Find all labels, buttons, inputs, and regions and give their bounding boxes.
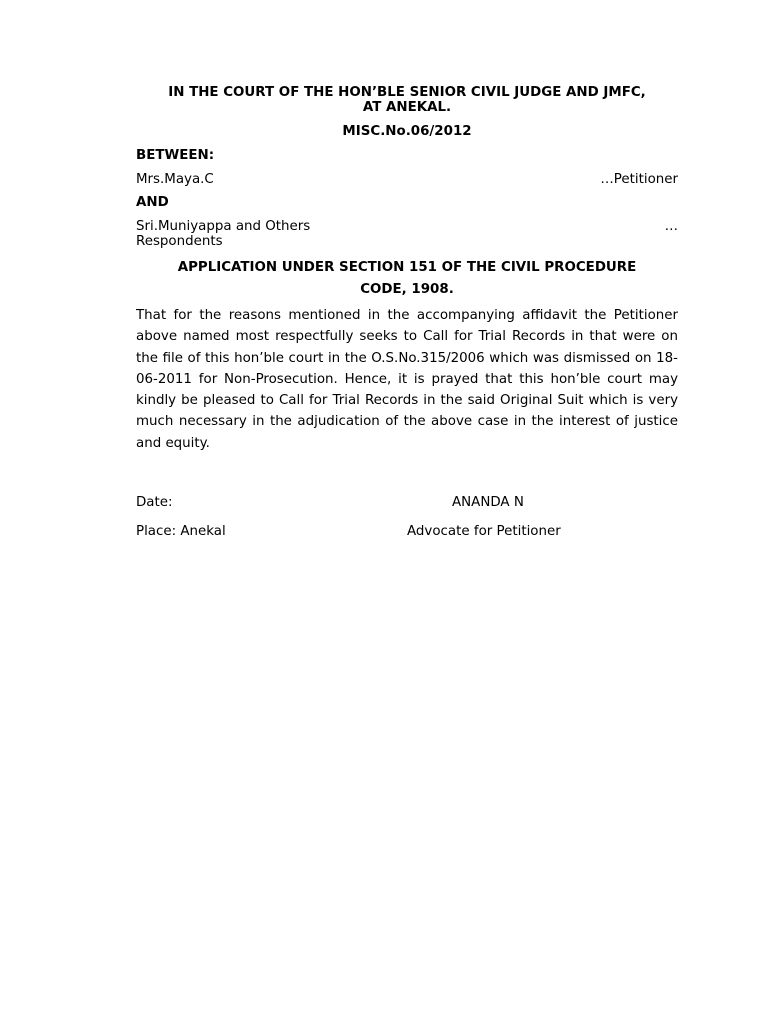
court-title <box>136 85 678 115</box>
application-title-line2: CODE, 1908. <box>360 282 454 297</box>
advocate-role: Advocate for Petitioner <box>407 524 561 539</box>
application-body: That for the reasons mentioned in the accompanying affidavit the Petitioner above named most respectfully seeks to Call for Trial Records in that were on the file of this hon’ble court in the O.S.No.315/2006 which was dismissed on 18-06-2011 for Non-Prosecution. Hence, it is prayed that this hon’ble court may kindly be pleased to Call for Trial Records in the said Original Suit which is very much necessary in the adjudication of the above case in the interest of justice and equity. <box>136 308 678 451</box>
application-title-line1: APPLICATION UNDER SECTION 151 OF THE CIVIL PROCEDURE <box>177 260 637 275</box>
petitioner-row <box>136 172 678 188</box>
place-label: Place: Anekal <box>136 524 226 539</box>
court-title-line2: AT ANEKAL. <box>362 100 452 115</box>
advocate-name: ANANDA N <box>452 495 524 510</box>
petitioner-name: Mrs.Maya.C <box>136 172 214 187</box>
court-title-line1: IN THE COURT OF THE HON’BLE SENIOR CIVIL JUDGE AND JMFC, <box>168 85 646 100</box>
petitioner-role: …Petitioner <box>600 172 678 187</box>
date-label: Date: <box>136 495 173 510</box>
respondent-role: Respondents <box>136 234 223 249</box>
respondent-name: Sri.Muniyappa and Others <box>136 219 311 234</box>
respondent-dots: … <box>664 219 678 234</box>
and-label: AND <box>136 195 169 210</box>
application-title <box>136 257 678 301</box>
respondent-row <box>136 219 678 235</box>
case-number: MISC.No.06/2012 <box>342 124 472 139</box>
between-label: BETWEEN: <box>136 148 215 163</box>
